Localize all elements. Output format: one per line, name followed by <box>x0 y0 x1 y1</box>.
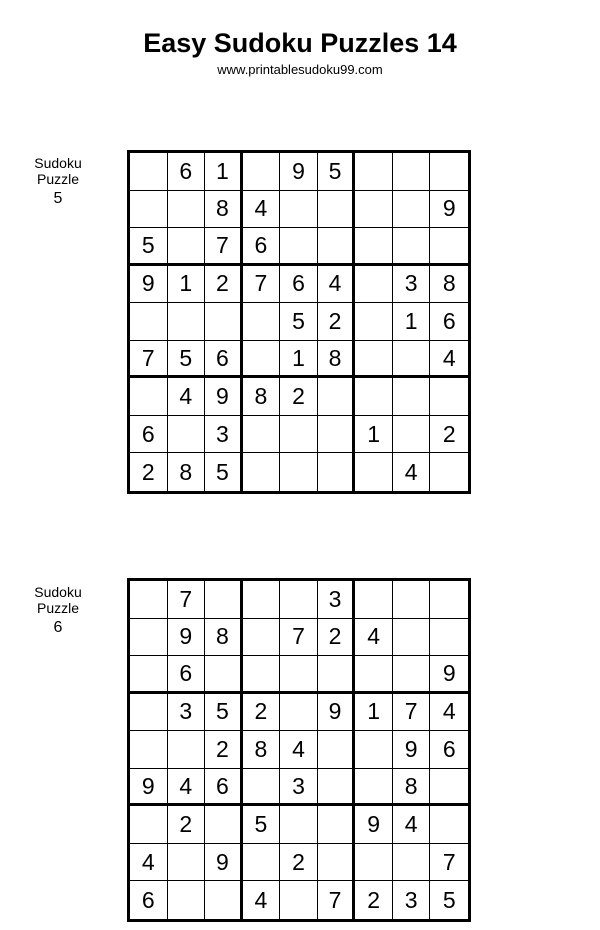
puzzle-label-line1: Sudoku <box>34 155 82 171</box>
sudoku-cell-r4-c7[interactable] <box>355 266 393 304</box>
puzzle-label-5 <box>18 155 98 209</box>
sudoku-cell-r8-c8[interactable] <box>393 416 431 454</box>
sudoku-cell-r2-c8[interactable] <box>393 619 431 657</box>
sudoku-cell-r5-c3[interactable]: 2 <box>205 731 243 769</box>
sudoku-cell-r3-c4[interactable] <box>243 656 281 694</box>
sudoku-cell-r5-c1[interactable] <box>130 731 168 769</box>
sudoku-cell-r1-c5[interactable] <box>280 581 318 619</box>
sudoku-cell-r1-c9[interactable] <box>430 153 468 191</box>
sudoku-cell-r2-c6[interactable]: 2 <box>318 619 356 657</box>
sudoku-cell-r2-c9[interactable]: 9 <box>430 191 468 229</box>
sudoku-cell-r6-c3[interactable]: 6 <box>205 769 243 807</box>
page-title: Easy Sudoku Puzzles 14 <box>143 28 457 58</box>
sudoku-cell-r6-c9[interactable] <box>430 769 468 807</box>
sudoku-cell-r1-c9[interactable] <box>430 581 468 619</box>
sudoku-cell-r3-c7[interactable] <box>355 656 393 694</box>
sudoku-cell-r2-c7[interactable] <box>355 191 393 229</box>
sudoku-cell-r6-c5[interactable]: 1 <box>280 341 318 379</box>
sudoku-cell-r1-c8[interactable] <box>393 153 431 191</box>
sudoku-cell-r5-c5[interactable]: 5 <box>280 303 318 341</box>
sudoku-cell-r6-c3[interactable]: 6 <box>205 341 243 379</box>
sudoku-cell-r4-c8[interactable]: 3 <box>393 266 431 304</box>
sudoku-cell-r7-c4[interactable]: 8 <box>243 378 281 416</box>
website-url: www.printablesudoku99.com <box>217 62 383 77</box>
sudoku-cell-r6-c8[interactable] <box>393 341 431 379</box>
sudoku-cell-r1-c4[interactable] <box>243 581 281 619</box>
sudoku-cell-r7-c2[interactable]: 2 <box>168 806 206 844</box>
sudoku-cell-r3-c9[interactable]: 9 <box>430 656 468 694</box>
sudoku-cell-r8-c7[interactable]: 1 <box>355 416 393 454</box>
sudoku-cell-r7-c8[interactable]: 4 <box>393 806 431 844</box>
sudoku-cell-r8-c3[interactable]: 9 <box>205 844 243 882</box>
sudoku-cell-r3-c6[interactable] <box>318 656 356 694</box>
sudoku-cell-r4-c4[interactable]: 2 <box>243 694 281 732</box>
sudoku-cell-r9-c6[interactable]: 7 <box>318 881 356 919</box>
sudoku-cell-r8-c4[interactable] <box>243 416 281 454</box>
sudoku-cell-r8-c8[interactable] <box>393 844 431 882</box>
sudoku-cell-r5-c4[interactable]: 8 <box>243 731 281 769</box>
sudoku-cell-r9-c2[interactable]: 8 <box>168 453 206 491</box>
sudoku-cell-r4-c6[interactable]: 4 <box>318 266 356 304</box>
sudoku-cell-r8-c4[interactable] <box>243 844 281 882</box>
sudoku-cell-r6-c9[interactable]: 4 <box>430 341 468 379</box>
sudoku-cell-r3-c5[interactable] <box>280 228 318 266</box>
sudoku-cell-r8-c2[interactable] <box>168 844 206 882</box>
sudoku-cell-r1-c3[interactable] <box>205 581 243 619</box>
sudoku-cell-r7-c1[interactable] <box>130 378 168 416</box>
sudoku-cell-r9-c3[interactable]: 5 <box>205 453 243 491</box>
sudoku-cell-r8-c1[interactable]: 6 <box>130 416 168 454</box>
sudoku-cell-r2-c3[interactable]: 8 <box>205 619 243 657</box>
sudoku-cell-r7-c5[interactable] <box>280 806 318 844</box>
sudoku-cell-r7-c9[interactable] <box>430 378 468 416</box>
sudoku-cell-r1-c2[interactable]: 7 <box>168 581 206 619</box>
sudoku-cell-r9-c5[interactable] <box>280 881 318 919</box>
sudoku-cell-r9-c1[interactable]: 6 <box>130 881 168 919</box>
sudoku-cell-r5-c3[interactable] <box>205 303 243 341</box>
sudoku-cell-r6-c6[interactable]: 8 <box>318 341 356 379</box>
sudoku-cell-r3-c4[interactable]: 6 <box>243 228 281 266</box>
sudoku-cell-r5-c6[interactable] <box>318 731 356 769</box>
sudoku-cell-r1-c6[interactable]: 3 <box>318 581 356 619</box>
sudoku-cell-r5-c2[interactable] <box>168 303 206 341</box>
sudoku-cell-r9-c7[interactable]: 2 <box>355 881 393 919</box>
sudoku-cell-r1-c7[interactable] <box>355 153 393 191</box>
sudoku-cell-r1-c8[interactable] <box>393 581 431 619</box>
sudoku-cell-r5-c7[interactable] <box>355 731 393 769</box>
sudoku-cell-r9-c8[interactable]: 3 <box>393 881 431 919</box>
sudoku-cell-r7-c7[interactable]: 9 <box>355 806 393 844</box>
sudoku-cell-r4-c9[interactable]: 8 <box>430 266 468 304</box>
sudoku-cell-r6-c1[interactable]: 7 <box>130 341 168 379</box>
sudoku-cell-r4-c6[interactable]: 9 <box>318 694 356 732</box>
sudoku-cell-r6-c6[interactable] <box>318 769 356 807</box>
sudoku-cell-r5-c5[interactable]: 4 <box>280 731 318 769</box>
sudoku-grid-5 <box>127 150 471 494</box>
sudoku-cell-r7-c1[interactable] <box>130 806 168 844</box>
sudoku-cell-r6-c4[interactable] <box>243 769 281 807</box>
sudoku-cell-r4-c1[interactable]: 9 <box>130 266 168 304</box>
puzzle-label-line1: Sudoku <box>34 584 82 600</box>
sudoku-cell-r8-c6[interactable] <box>318 416 356 454</box>
sudoku-cell-r7-c6[interactable] <box>318 806 356 844</box>
sudoku-cell-r4-c2[interactable]: 1 <box>168 266 206 304</box>
sudoku-cell-r3-c9[interactable] <box>430 228 468 266</box>
sudoku-cell-r8-c5[interactable]: 2 <box>280 844 318 882</box>
sudoku-cell-r7-c6[interactable] <box>318 378 356 416</box>
sudoku-cell-r5-c8[interactable]: 9 <box>393 731 431 769</box>
sudoku-cell-r4-c7[interactable]: 1 <box>355 694 393 732</box>
sudoku-cell-r9-c3[interactable] <box>205 881 243 919</box>
sudoku-cell-r3-c7[interactable] <box>355 228 393 266</box>
sudoku-cell-r3-c1[interactable]: 5 <box>130 228 168 266</box>
sudoku-cell-r9-c1[interactable]: 2 <box>130 453 168 491</box>
sudoku-cell-r8-c3[interactable]: 3 <box>205 416 243 454</box>
sudoku-cell-r2-c4[interactable]: 4 <box>243 191 281 229</box>
sudoku-cell-r4-c4[interactable]: 7 <box>243 266 281 304</box>
sudoku-cell-r4-c3[interactable]: 5 <box>205 694 243 732</box>
sudoku-cell-r9-c2[interactable] <box>168 881 206 919</box>
puzzle-number: 5 <box>53 190 63 207</box>
sudoku-cell-r3-c8[interactable] <box>393 228 431 266</box>
sudoku-cell-r4-c9[interactable]: 4 <box>430 694 468 732</box>
sudoku-cell-r2-c4[interactable] <box>243 619 281 657</box>
sudoku-cell-r2-c3[interactable]: 8 <box>205 191 243 229</box>
sudoku-cell-r3-c8[interactable] <box>393 656 431 694</box>
sudoku-cell-r4-c8[interactable]: 7 <box>393 694 431 732</box>
sudoku-cell-r6-c4[interactable] <box>243 341 281 379</box>
sudoku-cell-r9-c4[interactable] <box>243 453 281 491</box>
sudoku-cell-r8-c9[interactable]: 7 <box>430 844 468 882</box>
sudoku-cell-r2-c9[interactable] <box>430 619 468 657</box>
sudoku-cell-r7-c3[interactable]: 9 <box>205 378 243 416</box>
sudoku-cell-r7-c7[interactable] <box>355 378 393 416</box>
sudoku-cell-r5-c8[interactable]: 1 <box>393 303 431 341</box>
sudoku-cell-r4-c2[interactable]: 3 <box>168 694 206 732</box>
sudoku-cell-r1-c1[interactable] <box>130 581 168 619</box>
sudoku-cell-r8-c5[interactable] <box>280 416 318 454</box>
sudoku-cell-r4-c3[interactable]: 2 <box>205 266 243 304</box>
sudoku-cell-r5-c6[interactable]: 2 <box>318 303 356 341</box>
sudoku-cell-r7-c4[interactable]: 5 <box>243 806 281 844</box>
sudoku-cell-r5-c4[interactable] <box>243 303 281 341</box>
sudoku-cell-r6-c2[interactable]: 5 <box>168 341 206 379</box>
sudoku-cell-r7-c9[interactable] <box>430 806 468 844</box>
sudoku-cell-r1-c7[interactable] <box>355 581 393 619</box>
sudoku-cell-r3-c6[interactable] <box>318 228 356 266</box>
sudoku-cell-r5-c7[interactable] <box>355 303 393 341</box>
sudoku-cell-r9-c9[interactable]: 5 <box>442 886 456 913</box>
sudoku-cell-r9-c9[interactable] <box>430 453 468 491</box>
sudoku-cell-r8-c6[interactable] <box>318 844 356 882</box>
sudoku-cell-r3-c1[interactable] <box>130 656 168 694</box>
sudoku-cell-r2-c7[interactable]: 4 <box>355 619 393 657</box>
sudoku-cell-r5-c9[interactable]: 6 <box>430 303 468 341</box>
sudoku-cell-r2-c5[interactable] <box>280 191 318 229</box>
sudoku-cell-r6-c5[interactable]: 3 <box>280 769 318 807</box>
sudoku-cell-r6-c2[interactable]: 4 <box>168 769 206 807</box>
sudoku-cell-r6-c7[interactable] <box>355 341 393 379</box>
sudoku-cell-r7-c5[interactable]: 2 <box>280 378 318 416</box>
sudoku-cell-r1-c5[interactable]: 9 <box>280 153 318 191</box>
sudoku-cell-r8-c7[interactable] <box>355 844 393 882</box>
puzzle-label-6 <box>18 584 98 638</box>
sudoku-cell-r7-c2[interactable]: 4 <box>168 378 206 416</box>
sudoku-cell-r3-c3[interactable] <box>205 656 243 694</box>
sudoku-cell-r1-c2[interactable]: 6 <box>168 153 206 191</box>
sudoku-cell-r4-c5[interactable] <box>280 694 318 732</box>
puzzle-label-line2: Puzzle <box>36 600 80 616</box>
sudoku-cell-r1-c1[interactable] <box>130 153 168 191</box>
sudoku-cell-r2-c8[interactable] <box>393 191 431 229</box>
puzzle-number: 6 <box>53 619 63 636</box>
sudoku-cell-r9-c4[interactable]: 4 <box>243 881 281 919</box>
sudoku-cell-r6-c8[interactable]: 8 <box>393 769 431 807</box>
sudoku-cell-r2-c2[interactable] <box>168 191 206 229</box>
sudoku-cell-r9-c8[interactable]: 4 <box>393 453 431 491</box>
sudoku-cell-r2-c2[interactable]: 9 <box>168 619 206 657</box>
sudoku-cell-r8-c9[interactable]: 2 <box>430 416 468 454</box>
sudoku-cell-r9-c7[interactable] <box>355 453 393 491</box>
sudoku-cell-r1-c6[interactable]: 5 <box>318 153 356 191</box>
sudoku-grid-6 <box>127 578 471 922</box>
sudoku-cell-r5-c1[interactable] <box>130 303 168 341</box>
sudoku-cell-r6-c7[interactable] <box>355 769 393 807</box>
sudoku-cell-r9-c6[interactable] <box>318 453 356 491</box>
sudoku-cell-r6-c1[interactable]: 9 <box>130 769 168 807</box>
sudoku-cell-r7-c8[interactable] <box>393 378 431 416</box>
sudoku-cell-r8-c2[interactable] <box>168 416 206 454</box>
sudoku-cell-r2-c1[interactable] <box>130 619 168 657</box>
sudoku-cell-r7-c3[interactable] <box>205 806 243 844</box>
sudoku-cell-r2-c5[interactable]: 7 <box>280 619 318 657</box>
sudoku-cell-r4-c1[interactable] <box>130 694 168 732</box>
sudoku-cell-r4-c5[interactable]: 6 <box>280 266 318 304</box>
sudoku-cell-r5-c9[interactable]: 6 <box>430 731 468 769</box>
sudoku-cell-r1-c4[interactable] <box>243 153 281 191</box>
sudoku-cell-r2-c6[interactable] <box>318 191 356 229</box>
sudoku-cell-r2-c1[interactable] <box>130 191 168 229</box>
sudoku-cell-r5-c2[interactable] <box>168 731 206 769</box>
sudoku-cell-r3-c2[interactable]: 6 <box>168 656 206 694</box>
puzzle-label-line2: Puzzle <box>36 171 80 187</box>
sudoku-cell-r3-c5[interactable] <box>280 656 318 694</box>
sudoku-cell-r9-c5[interactable] <box>280 453 318 491</box>
sudoku-cell-r1-c3[interactable]: 1 <box>205 153 243 191</box>
sudoku-cell-r3-c3[interactable]: 7 <box>205 228 243 266</box>
sudoku-cell-r3-c2[interactable] <box>168 228 206 266</box>
sudoku-cell-r8-c1[interactable]: 4 <box>130 844 168 882</box>
